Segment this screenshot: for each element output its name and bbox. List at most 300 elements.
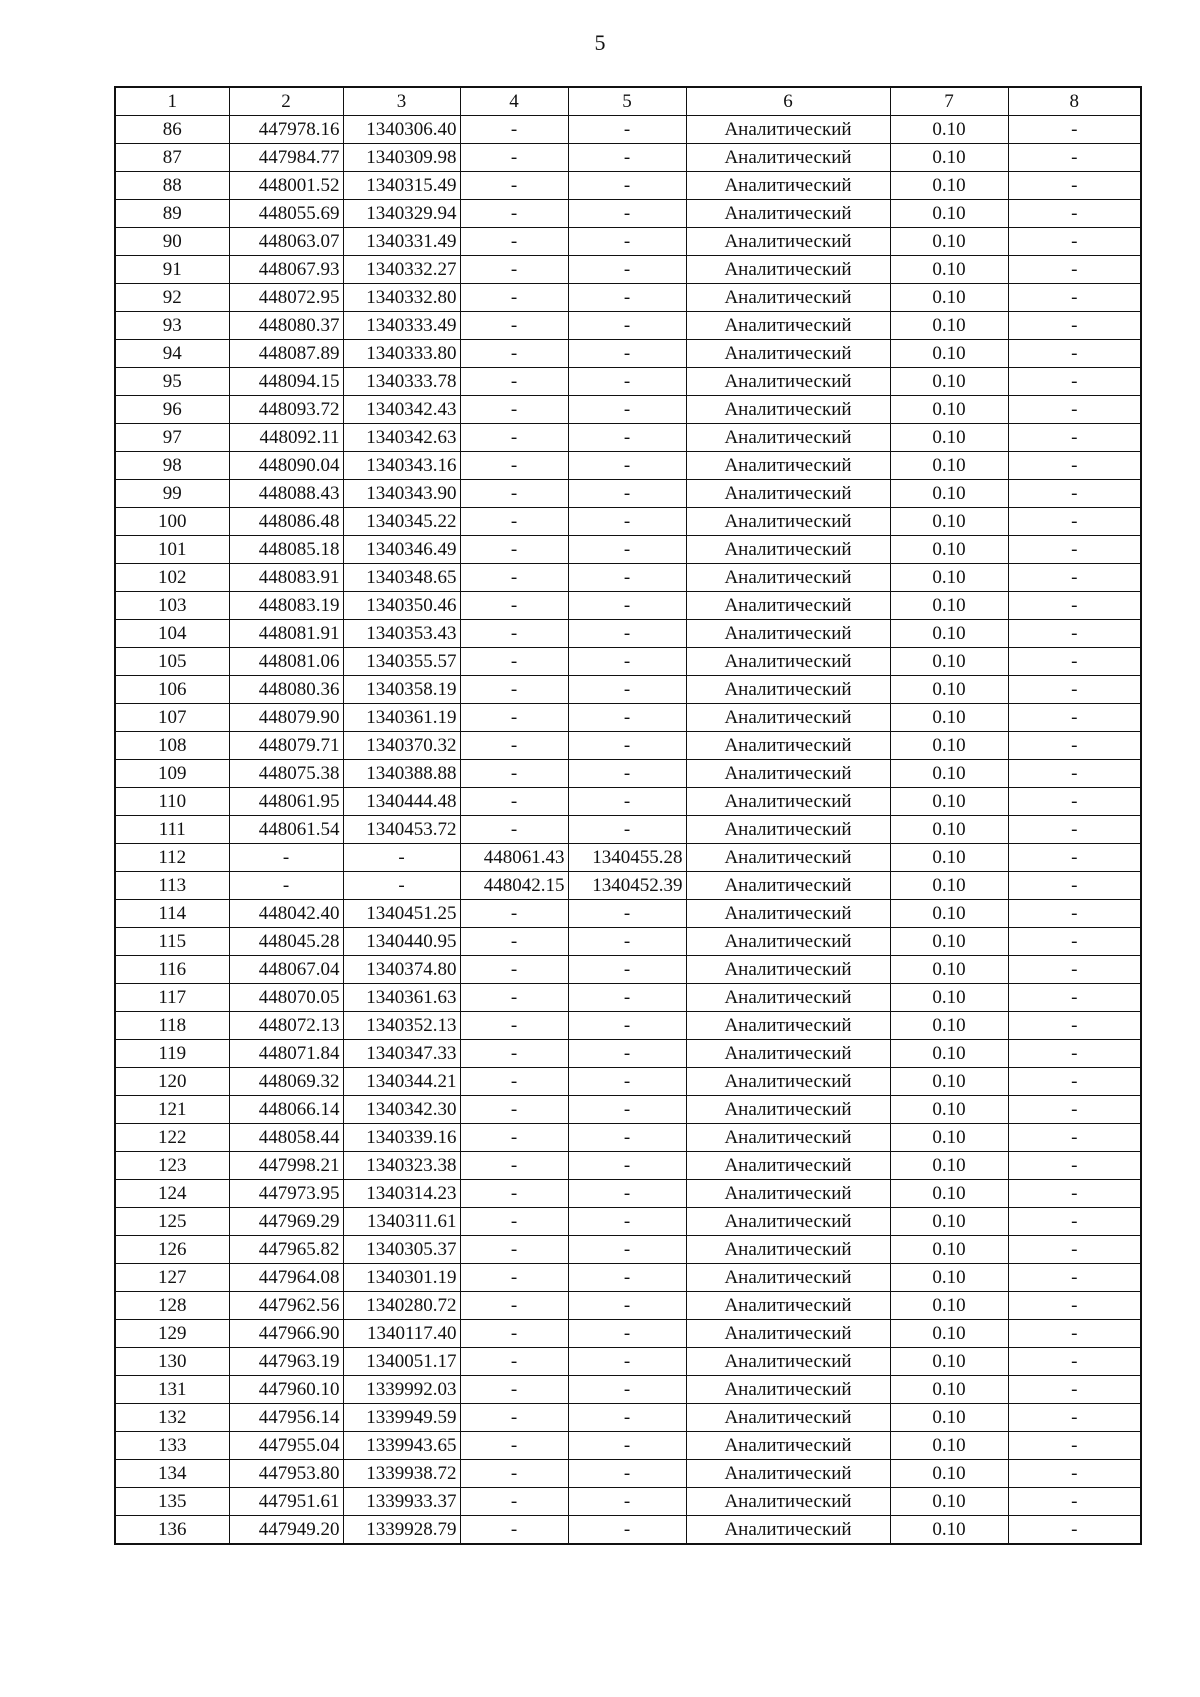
table-cell: 128 bbox=[115, 1292, 229, 1320]
table-cell: 1340329.94 bbox=[343, 200, 460, 228]
table-cell: 131 bbox=[115, 1376, 229, 1404]
table-cell: - bbox=[568, 676, 686, 704]
table-row bbox=[115, 424, 1141, 452]
table-cell: 111 bbox=[115, 816, 229, 844]
table-cell: Аналитический bbox=[686, 1264, 890, 1292]
table-cell: 119 bbox=[115, 1040, 229, 1068]
table-cell: 134 bbox=[115, 1460, 229, 1488]
table-cell: 448080.36 bbox=[229, 676, 343, 704]
table-header-row bbox=[115, 87, 1141, 116]
table-cell: 1340342.63 bbox=[343, 424, 460, 452]
table-cell: 448061.54 bbox=[229, 816, 343, 844]
table-cell: - bbox=[229, 872, 343, 900]
table-cell: - bbox=[1008, 1264, 1141, 1292]
table-row bbox=[115, 620, 1141, 648]
table-cell: 1340309.98 bbox=[343, 144, 460, 172]
table-cell: 1340314.23 bbox=[343, 1180, 460, 1208]
table-cell: Аналитический bbox=[686, 228, 890, 256]
table-cell: 0.10 bbox=[890, 1180, 1008, 1208]
table-cell: Аналитический bbox=[686, 816, 890, 844]
table-row bbox=[115, 1236, 1141, 1264]
table-row bbox=[115, 1068, 1141, 1096]
table-cell: 116 bbox=[115, 956, 229, 984]
table-cell: 1340370.32 bbox=[343, 732, 460, 760]
table-cell: 1340388.88 bbox=[343, 760, 460, 788]
table-cell: 1340331.49 bbox=[343, 228, 460, 256]
table-cell: 1340344.21 bbox=[343, 1068, 460, 1096]
table-cell: 115 bbox=[115, 928, 229, 956]
table-cell: Аналитический bbox=[686, 872, 890, 900]
table-row bbox=[115, 1376, 1141, 1404]
table-cell: - bbox=[1008, 704, 1141, 732]
table-cell: - bbox=[1008, 1320, 1141, 1348]
table-cell: 447949.20 bbox=[229, 1516, 343, 1545]
table-cell: - bbox=[460, 312, 568, 340]
table-cell: - bbox=[1008, 564, 1141, 592]
table-row bbox=[115, 872, 1141, 900]
table-row bbox=[115, 676, 1141, 704]
table-cell: 448042.40 bbox=[229, 900, 343, 928]
table-cell: 448083.91 bbox=[229, 564, 343, 592]
table-cell: 0.10 bbox=[890, 116, 1008, 144]
table-cell: 104 bbox=[115, 620, 229, 648]
table-cell: - bbox=[460, 284, 568, 312]
table-cell: 0.10 bbox=[890, 1040, 1008, 1068]
table-cell: - bbox=[460, 620, 568, 648]
table-cell: - bbox=[1008, 1376, 1141, 1404]
table-cell: 120 bbox=[115, 1068, 229, 1096]
table-cell: - bbox=[1008, 1488, 1141, 1516]
table-cell: - bbox=[460, 1320, 568, 1348]
table-cell: 88 bbox=[115, 172, 229, 200]
table-cell: 118 bbox=[115, 1012, 229, 1040]
table-cell: - bbox=[568, 1376, 686, 1404]
table-cell: 0.10 bbox=[890, 928, 1008, 956]
table-cell: Аналитический bbox=[686, 1012, 890, 1040]
column-header: 1 bbox=[115, 87, 229, 116]
table-cell: - bbox=[1008, 872, 1141, 900]
table-cell: - bbox=[1008, 1432, 1141, 1460]
table-cell: 448067.04 bbox=[229, 956, 343, 984]
table-cell: - bbox=[568, 144, 686, 172]
table-cell: 448081.91 bbox=[229, 620, 343, 648]
table-cell: - bbox=[460, 536, 568, 564]
table-cell: - bbox=[460, 760, 568, 788]
table-cell: - bbox=[460, 984, 568, 1012]
table-cell: - bbox=[460, 1348, 568, 1376]
table-cell: 448093.72 bbox=[229, 396, 343, 424]
table-cell: 1340343.90 bbox=[343, 480, 460, 508]
table-cell: Аналитический bbox=[686, 844, 890, 872]
table-cell: - bbox=[1008, 396, 1141, 424]
table-cell: - bbox=[1008, 340, 1141, 368]
table-cell: - bbox=[460, 396, 568, 424]
table-cell: - bbox=[568, 228, 686, 256]
table-cell: 127 bbox=[115, 1264, 229, 1292]
table-cell: 1340117.40 bbox=[343, 1320, 460, 1348]
table-row bbox=[115, 760, 1141, 788]
table-cell: - bbox=[1008, 816, 1141, 844]
table-cell: - bbox=[1008, 256, 1141, 284]
table-cell: 0.10 bbox=[890, 1460, 1008, 1488]
table-cell: - bbox=[1008, 1152, 1141, 1180]
table-cell: Аналитический bbox=[686, 396, 890, 424]
table-cell: - bbox=[1008, 1460, 1141, 1488]
table-cell: - bbox=[1008, 1040, 1141, 1068]
coordinates-table bbox=[114, 86, 1142, 1545]
table-cell: 102 bbox=[115, 564, 229, 592]
table-cell: - bbox=[568, 1264, 686, 1292]
table-cell: - bbox=[1008, 1180, 1141, 1208]
table-cell: 1340332.27 bbox=[343, 256, 460, 284]
table-cell: - bbox=[460, 1432, 568, 1460]
table-cell: 1340333.49 bbox=[343, 312, 460, 340]
table-cell: 0.10 bbox=[890, 424, 1008, 452]
table-cell: 1339933.37 bbox=[343, 1488, 460, 1516]
table-cell: 1339938.72 bbox=[343, 1460, 460, 1488]
table-cell: - bbox=[1008, 1404, 1141, 1432]
table-cell: 1339992.03 bbox=[343, 1376, 460, 1404]
table-cell: 136 bbox=[115, 1516, 229, 1545]
table-row bbox=[115, 172, 1141, 200]
table-cell: - bbox=[1008, 368, 1141, 396]
table-cell: - bbox=[1008, 648, 1141, 676]
table-cell: 0.10 bbox=[890, 704, 1008, 732]
table-cell: 86 bbox=[115, 116, 229, 144]
table-cell: 0.10 bbox=[890, 1432, 1008, 1460]
table-cell: - bbox=[1008, 424, 1141, 452]
table-cell: - bbox=[568, 900, 686, 928]
table-cell: - bbox=[460, 676, 568, 704]
table-row bbox=[115, 1432, 1141, 1460]
table-cell: - bbox=[1008, 956, 1141, 984]
table-row bbox=[115, 256, 1141, 284]
table-cell: - bbox=[568, 536, 686, 564]
table-cell: 1340348.65 bbox=[343, 564, 460, 592]
table-cell: Аналитический bbox=[686, 1236, 890, 1264]
table-row bbox=[115, 312, 1141, 340]
table-cell: - bbox=[568, 172, 686, 200]
table-cell: 0.10 bbox=[890, 788, 1008, 816]
table-cell: - bbox=[229, 844, 343, 872]
table-cell: - bbox=[460, 1180, 568, 1208]
table-row bbox=[115, 1180, 1141, 1208]
table-cell: Аналитический bbox=[686, 732, 890, 760]
table-cell: 447978.16 bbox=[229, 116, 343, 144]
table-cell: - bbox=[1008, 844, 1141, 872]
table-cell: 448085.18 bbox=[229, 536, 343, 564]
table-cell: - bbox=[568, 284, 686, 312]
table-cell: 448086.48 bbox=[229, 508, 343, 536]
table-cell: 132 bbox=[115, 1404, 229, 1432]
table-cell: 0.10 bbox=[890, 872, 1008, 900]
table-cell: - bbox=[568, 620, 686, 648]
table-row bbox=[115, 396, 1141, 424]
table-cell: - bbox=[460, 816, 568, 844]
table-cell: 448058.44 bbox=[229, 1124, 343, 1152]
table-cell: 0.10 bbox=[890, 1264, 1008, 1292]
table-cell: 448001.52 bbox=[229, 172, 343, 200]
table-cell: 106 bbox=[115, 676, 229, 704]
table-cell: Аналитический bbox=[686, 1208, 890, 1236]
table-cell: 448061.95 bbox=[229, 788, 343, 816]
table-row bbox=[115, 1208, 1141, 1236]
table-cell: Аналитический bbox=[686, 928, 890, 956]
table-cell: 0.10 bbox=[890, 368, 1008, 396]
table-cell: 0.10 bbox=[890, 452, 1008, 480]
table-cell: - bbox=[568, 340, 686, 368]
table-cell: - bbox=[460, 928, 568, 956]
table-cell: 448055.69 bbox=[229, 200, 343, 228]
table-cell: 1340343.16 bbox=[343, 452, 460, 480]
table-row bbox=[115, 144, 1141, 172]
table-cell: 447955.04 bbox=[229, 1432, 343, 1460]
table-cell: 0.10 bbox=[890, 228, 1008, 256]
table-cell: Аналитический bbox=[686, 984, 890, 1012]
table-cell: - bbox=[460, 1488, 568, 1516]
table-cell: 1340332.80 bbox=[343, 284, 460, 312]
table-cell: 126 bbox=[115, 1236, 229, 1264]
table-row bbox=[115, 900, 1141, 928]
table-cell: - bbox=[568, 1432, 686, 1460]
table-row bbox=[115, 1124, 1141, 1152]
table-cell: - bbox=[460, 1208, 568, 1236]
table-cell: 1339928.79 bbox=[343, 1516, 460, 1545]
table-cell: 1340440.95 bbox=[343, 928, 460, 956]
table-cell: 0.10 bbox=[890, 396, 1008, 424]
table-cell: - bbox=[460, 340, 568, 368]
table-cell: - bbox=[1008, 984, 1141, 1012]
table-cell: - bbox=[1008, 592, 1141, 620]
table-cell: 448071.84 bbox=[229, 1040, 343, 1068]
table-row bbox=[115, 508, 1141, 536]
table-cell: - bbox=[460, 424, 568, 452]
table-cell: - bbox=[1008, 116, 1141, 144]
table-cell: 1340305.37 bbox=[343, 1236, 460, 1264]
table-cell: 103 bbox=[115, 592, 229, 620]
table-cell: 97 bbox=[115, 424, 229, 452]
table-cell: 1340453.72 bbox=[343, 816, 460, 844]
table-cell: 1340333.80 bbox=[343, 340, 460, 368]
table-row bbox=[115, 340, 1141, 368]
table-cell: 93 bbox=[115, 312, 229, 340]
table-cell: 448083.19 bbox=[229, 592, 343, 620]
table-cell: 448094.15 bbox=[229, 368, 343, 396]
table-cell: - bbox=[568, 368, 686, 396]
table-row bbox=[115, 844, 1141, 872]
table-cell: 447963.19 bbox=[229, 1348, 343, 1376]
table-cell: 1340342.30 bbox=[343, 1096, 460, 1124]
table-cell: 447953.80 bbox=[229, 1460, 343, 1488]
table-cell: Аналитический bbox=[686, 704, 890, 732]
table-cell: Аналитический bbox=[686, 1152, 890, 1180]
table-cell: 447960.10 bbox=[229, 1376, 343, 1404]
table-cell: 447966.90 bbox=[229, 1320, 343, 1348]
table-row bbox=[115, 1264, 1141, 1292]
table-cell: 0.10 bbox=[890, 1012, 1008, 1040]
table-cell: 448069.32 bbox=[229, 1068, 343, 1096]
table-row bbox=[115, 1460, 1141, 1488]
table-cell: - bbox=[1008, 1292, 1141, 1320]
table-cell: - bbox=[1008, 1068, 1141, 1096]
table-cell: 0.10 bbox=[890, 1348, 1008, 1376]
table-cell: 448067.93 bbox=[229, 256, 343, 284]
table-cell: 0.10 bbox=[890, 508, 1008, 536]
table-row bbox=[115, 1516, 1141, 1545]
table-cell: - bbox=[460, 508, 568, 536]
table-row bbox=[115, 368, 1141, 396]
table-cell: 0.10 bbox=[890, 732, 1008, 760]
table-cell: - bbox=[460, 368, 568, 396]
table-cell: Аналитический bbox=[686, 200, 890, 228]
table-cell: Аналитический bbox=[686, 956, 890, 984]
table-cell: Аналитический bbox=[686, 1124, 890, 1152]
table-cell: 448079.90 bbox=[229, 704, 343, 732]
table-cell: Аналитический bbox=[686, 760, 890, 788]
table-row bbox=[115, 200, 1141, 228]
table-row bbox=[115, 284, 1141, 312]
table-cell: 448045.28 bbox=[229, 928, 343, 956]
table-cell: 91 bbox=[115, 256, 229, 284]
table-cell: Аналитический bbox=[686, 1404, 890, 1432]
table-cell: - bbox=[460, 1040, 568, 1068]
table-cell: - bbox=[568, 816, 686, 844]
table-cell: - bbox=[568, 732, 686, 760]
table-cell: 87 bbox=[115, 144, 229, 172]
table-row bbox=[115, 564, 1141, 592]
table-cell: 0.10 bbox=[890, 592, 1008, 620]
table-cell: 0.10 bbox=[890, 564, 1008, 592]
table-cell: 98 bbox=[115, 452, 229, 480]
table-cell: 0.10 bbox=[890, 312, 1008, 340]
table-cell: 89 bbox=[115, 200, 229, 228]
table-cell: - bbox=[568, 396, 686, 424]
table-cell: 0.10 bbox=[890, 844, 1008, 872]
table-cell: - bbox=[568, 788, 686, 816]
table-cell: 1340352.13 bbox=[343, 1012, 460, 1040]
table-cell: 447956.14 bbox=[229, 1404, 343, 1432]
table-cell: - bbox=[568, 1516, 686, 1545]
table-cell: - bbox=[1008, 788, 1141, 816]
table-cell: 1340361.19 bbox=[343, 704, 460, 732]
table-cell: - bbox=[1008, 1516, 1141, 1545]
table-cell: - bbox=[1008, 452, 1141, 480]
table-cell: 1340361.63 bbox=[343, 984, 460, 1012]
table-cell: 1339949.59 bbox=[343, 1404, 460, 1432]
table-cell: 447951.61 bbox=[229, 1488, 343, 1516]
table-cell: - bbox=[568, 1152, 686, 1180]
table-cell: - bbox=[568, 592, 686, 620]
table-cell: Аналитический bbox=[686, 480, 890, 508]
table-cell: - bbox=[460, 1236, 568, 1264]
table-cell: - bbox=[460, 704, 568, 732]
table-cell: - bbox=[1008, 1096, 1141, 1124]
table-cell: 1340358.19 bbox=[343, 676, 460, 704]
table-cell: 448063.07 bbox=[229, 228, 343, 256]
table-cell: - bbox=[1008, 760, 1141, 788]
table-cell: Аналитический bbox=[686, 284, 890, 312]
table-cell: 110 bbox=[115, 788, 229, 816]
table-cell: - bbox=[568, 760, 686, 788]
table-cell: 1339943.65 bbox=[343, 1432, 460, 1460]
table-cell: 447965.82 bbox=[229, 1236, 343, 1264]
table-cell: 0.10 bbox=[890, 172, 1008, 200]
table-cell: - bbox=[460, 1460, 568, 1488]
table-cell: - bbox=[568, 1488, 686, 1516]
table-cell: 1340323.38 bbox=[343, 1152, 460, 1180]
table-cell: - bbox=[568, 1124, 686, 1152]
table-row bbox=[115, 956, 1141, 984]
table-cell: 1340280.72 bbox=[343, 1292, 460, 1320]
table-cell: 0.10 bbox=[890, 1096, 1008, 1124]
table-cell: - bbox=[568, 200, 686, 228]
table-row bbox=[115, 1096, 1141, 1124]
table-cell: Аналитический bbox=[686, 536, 890, 564]
table-cell: - bbox=[1008, 172, 1141, 200]
table-cell: 101 bbox=[115, 536, 229, 564]
table-cell: 90 bbox=[115, 228, 229, 256]
table-cell: - bbox=[1008, 1348, 1141, 1376]
table-cell: Аналитический bbox=[686, 368, 890, 396]
table-cell: 0.10 bbox=[890, 200, 1008, 228]
table-cell: 448042.15 bbox=[460, 872, 568, 900]
table-cell: - bbox=[568, 648, 686, 676]
table-cell: Аналитический bbox=[686, 340, 890, 368]
table-cell: 0.10 bbox=[890, 284, 1008, 312]
table-cell: 0.10 bbox=[890, 1208, 1008, 1236]
table-cell: - bbox=[460, 1012, 568, 1040]
table-cell: - bbox=[460, 144, 568, 172]
table-cell: - bbox=[568, 480, 686, 508]
table-cell: - bbox=[568, 956, 686, 984]
table-cell: 99 bbox=[115, 480, 229, 508]
table-cell: - bbox=[1008, 144, 1141, 172]
table-cell: - bbox=[1008, 1236, 1141, 1264]
table-cell: 448072.13 bbox=[229, 1012, 343, 1040]
table-cell: - bbox=[1008, 284, 1141, 312]
table-cell: - bbox=[568, 256, 686, 284]
table-cell: 0.10 bbox=[890, 256, 1008, 284]
table-cell: 0.10 bbox=[890, 480, 1008, 508]
table-cell: - bbox=[460, 1068, 568, 1096]
table-row bbox=[115, 1404, 1141, 1432]
table-cell: - bbox=[568, 1208, 686, 1236]
table-cell: Аналитический bbox=[686, 900, 890, 928]
table-cell: 448066.14 bbox=[229, 1096, 343, 1124]
table-cell: - bbox=[460, 228, 568, 256]
table-cell: - bbox=[1008, 200, 1141, 228]
table-cell: - bbox=[1008, 480, 1141, 508]
table-cell: - bbox=[460, 1152, 568, 1180]
table-cell: Аналитический bbox=[686, 1516, 890, 1545]
table-cell: - bbox=[568, 424, 686, 452]
table-cell: 109 bbox=[115, 760, 229, 788]
column-header: 4 bbox=[460, 87, 568, 116]
table-cell: 0.10 bbox=[890, 676, 1008, 704]
table-cell: 108 bbox=[115, 732, 229, 760]
table-cell: 95 bbox=[115, 368, 229, 396]
table-cell: 1340311.61 bbox=[343, 1208, 460, 1236]
table-cell: 1340339.16 bbox=[343, 1124, 460, 1152]
table-cell: 0.10 bbox=[890, 956, 1008, 984]
table-cell: - bbox=[460, 788, 568, 816]
table-cell: 133 bbox=[115, 1432, 229, 1460]
table-cell: - bbox=[460, 200, 568, 228]
table-cell: Аналитический bbox=[686, 1040, 890, 1068]
table-row bbox=[115, 788, 1141, 816]
table-cell: Аналитический bbox=[686, 1376, 890, 1404]
column-header: 6 bbox=[686, 87, 890, 116]
